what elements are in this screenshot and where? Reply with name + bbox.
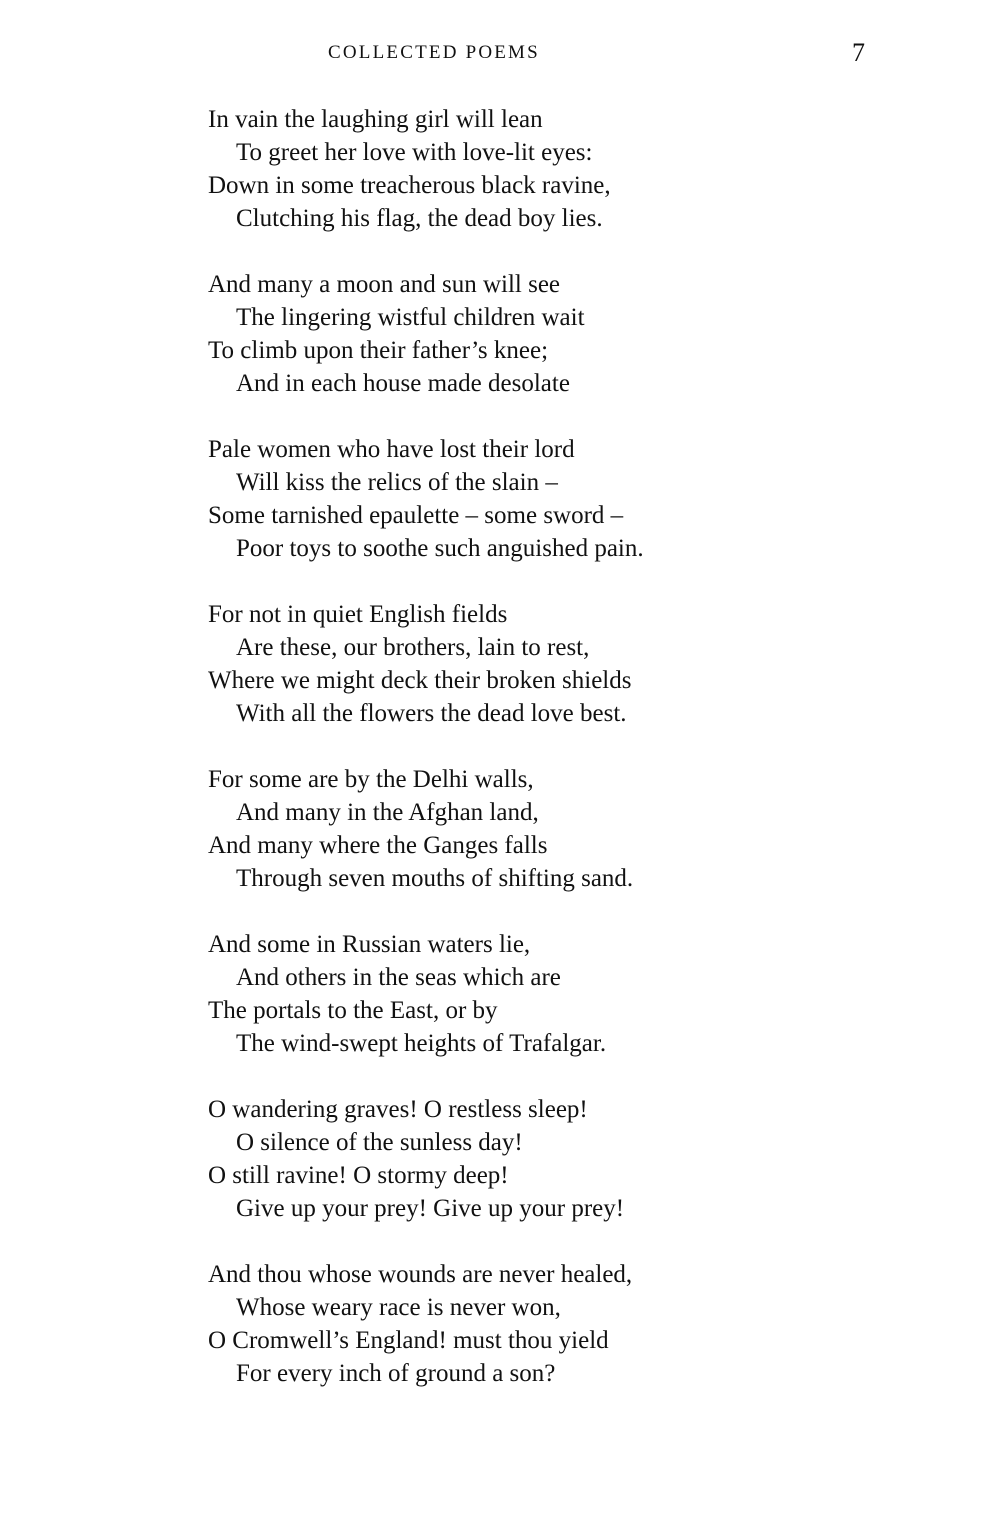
poem-line: Poor toys to soothe such anguished pain. bbox=[236, 535, 644, 562]
poem-line: Pale women who have lost their lord bbox=[208, 436, 575, 463]
stanza-6 bbox=[208, 928, 848, 1060]
poem-line: And many in the Afghan land, bbox=[236, 799, 539, 826]
poem-line: And many a moon and sun will see bbox=[208, 271, 561, 298]
poem-line: Will kiss the relics of the slain – bbox=[236, 469, 558, 496]
poem-body bbox=[208, 103, 848, 1423]
poem-line: In vain the laughing girl will lean bbox=[208, 106, 543, 133]
poem-line: And many where the Ganges falls bbox=[208, 832, 548, 859]
stanza-2 bbox=[208, 268, 848, 400]
poem-line: O wandering graves! O restless sleep! bbox=[208, 1096, 588, 1123]
stanza-4 bbox=[208, 598, 848, 730]
poem-line: O silence of the sunless day! bbox=[236, 1129, 523, 1156]
poem-line: Whose weary race is never won, bbox=[236, 1294, 561, 1321]
running-head: COLLECTED POEMS bbox=[328, 42, 540, 63]
stanza-5 bbox=[208, 763, 848, 895]
stanza-3 bbox=[208, 433, 848, 565]
poem-line: The wind-swept heights of Trafalgar. bbox=[236, 1030, 607, 1057]
poem-line: The lingering wistful children wait bbox=[236, 304, 585, 331]
stanza-8 bbox=[208, 1258, 848, 1390]
poem-line: O Cromwell’s England! must thou yield bbox=[208, 1327, 609, 1354]
poem-line: For every inch of ground a son? bbox=[236, 1360, 556, 1387]
poem-line: And others in the seas which are bbox=[236, 964, 561, 991]
poem-line: O still ravine! O stormy deep! bbox=[208, 1162, 509, 1189]
poem-line: Some tarnished epaulette – some sword – bbox=[208, 502, 624, 529]
poem-line: Are these, our brothers, lain to rest, bbox=[236, 634, 590, 661]
stanza-7 bbox=[208, 1093, 848, 1225]
poem-line: And some in Russian waters lie, bbox=[208, 931, 531, 958]
poem-line: Through seven mouths of shifting sand. bbox=[236, 865, 634, 892]
stanza-1 bbox=[208, 103, 848, 235]
poem-line: Down in some treacherous black ravine, bbox=[208, 172, 611, 199]
poem-line: And thou whose wounds are never healed, bbox=[208, 1261, 633, 1288]
poem-line: With all the flowers the dead love best. bbox=[236, 700, 627, 727]
poem-line: Give up your prey! Give up your prey! bbox=[236, 1195, 625, 1222]
poem-line: Where we might deck their broken shields bbox=[208, 667, 632, 694]
page-number: 7 bbox=[852, 38, 865, 67]
poem-line: Clutching his flag, the dead boy lies. bbox=[236, 205, 603, 232]
poem-line: And in each house made desolate bbox=[236, 370, 570, 397]
poem-line: The portals to the East, or by bbox=[208, 997, 498, 1024]
poem-line: To greet her love with love-lit eyes: bbox=[236, 139, 593, 166]
poem-line: For some are by the Delhi walls, bbox=[208, 766, 534, 793]
poem-line: To climb upon their father’s knee; bbox=[208, 337, 549, 364]
poem-line: For not in quiet English fields bbox=[208, 601, 508, 628]
